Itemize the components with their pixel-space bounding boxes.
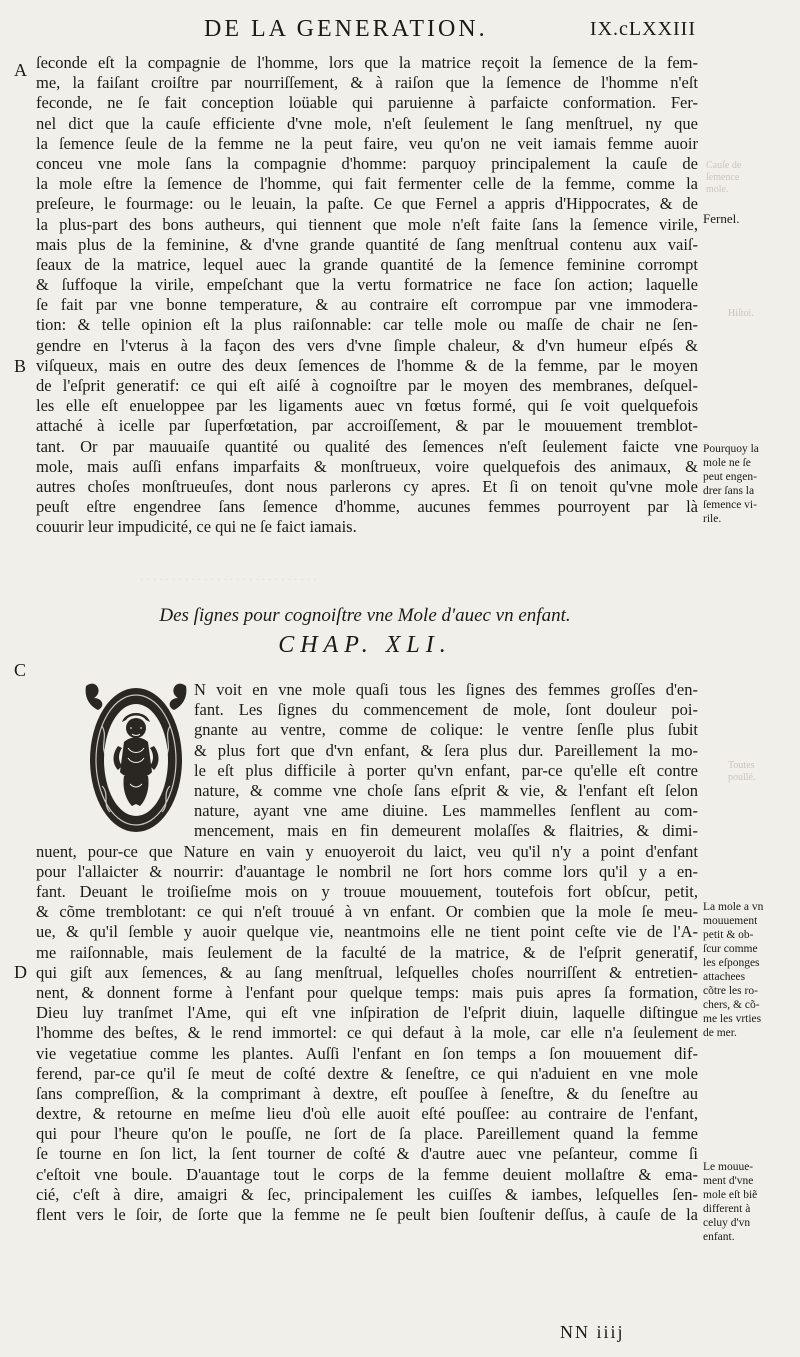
margin-letter-d: D — [14, 962, 27, 982]
text-line: le eſt plus difficile à porter qu'vn enfant, par-ce qu'elle eſt contre — [194, 760, 698, 780]
note-line: peut engen- — [703, 471, 757, 483]
running-title: DE LA GENERATION. — [204, 16, 488, 42]
text-line: Dieu luy tranſmet l'Ame, qui eſt vne inſpiration de l'eſprit diuin, laquelle diſtingue — [36, 1003, 698, 1023]
text-line: ſe fait par vne bonne temperature, & au contraire eſt corrompue par vne immodera- — [36, 295, 698, 315]
text-line: tant. Or par mauuaiſe quantité ou qualité des ſemences n'eſt ſeulement faicte vne — [36, 436, 698, 456]
note-line: different à — [703, 1203, 751, 1215]
text-line: vie vegetatiue comme les plantes. Auſſi l'enfant en ſon temps a ſon mouuement dif- — [36, 1043, 698, 1063]
text-line: feconde, ne ſe fait conception loüable qui paruienne à parfaicte conformation. Fer- — [36, 93, 698, 113]
text-line: autres choſes monſtrueuſes, dont nous parlerons cy apres. Et ſi on tenoit qu'vne mole — [36, 476, 698, 496]
text-line: ue, & qu'il ſemble y auoir quelque vie, neantmoins elle ne tient point ceſte vie de l'A- — [36, 922, 698, 942]
text-line: viſqueux, mais en outre des deux ſemences de l'homme & de la femme, par le moyen — [36, 355, 698, 375]
note-line: La mole a vn — [703, 901, 764, 913]
show-through-mark: Toutes poullé. — [728, 760, 756, 783]
note-line: drer ſans la — [703, 485, 755, 497]
text-line: nuent, pour-ce que Nature en vain y enuoyeroit du laict, veu qu'il n'y a point d'enfant — [36, 842, 698, 861]
note-line: cõtre les ro- — [703, 985, 758, 997]
note-line: de mer. — [703, 1027, 737, 1039]
text-line: qui giſt aux ſemences, & au ſang menſtrual, leſquelles choſes nourriſſent & entretien- — [36, 962, 698, 982]
text-line: cié, c'eſt à dire, amaigri & ſec, principalement les cuiſſes & iambes, leſquelles ſen- — [36, 1184, 698, 1204]
chapter-number: CHAP. XLI. — [278, 632, 452, 658]
text-line: flent vers le ſoir, de ſorte que la femme ne ſe peult bien ſouſtenir deſſus, à cauſe de la — [36, 1205, 698, 1224]
text-line: la mole eſtre la ſemence de l'homme, qui fait fermenter celle de la femme, comme la — [36, 174, 698, 194]
text-line: pour l'allaicter & nourrir: d'auantage le nombril ne ſort hors comme lors qu'il y a en- — [36, 862, 698, 882]
text-line: ſeconde eſt la compagnie de l'homme, lors que la matrice reçoit la ſemence de la fem- — [36, 53, 698, 72]
note-line: Pourquoy la — [703, 443, 759, 455]
text-block-2a-full — [36, 842, 698, 882]
chapter-heading — [130, 604, 600, 661]
text-line: c'eſtoit vne boule. D'auantage tout le corps de la femme deuient mollaſtre & ema- — [36, 1164, 698, 1184]
text-line: preſeure, le fourmage: ou le leuain, la paſte. Ce que Fernel a appris d'Hippocrates, & de — [36, 194, 698, 214]
text-line: nent, & donnent forme à l'enfant pour quelque temps: mais puis apres ſa formation, — [36, 982, 698, 1002]
text-line: les elle eſt enueloppee par les ligaments auec vn fœtus formé, qui ſe voit quelquefois — [36, 396, 698, 416]
text-line: & cõme tremblotant: ce qui n'eſt trouué à vn enfant. Or combien que la mole ſe meu- — [36, 902, 698, 922]
text-line: tion: & telle opinion eſt la plus raiſonnable: car telle mole ou maſſe de chair ne ſen- — [36, 315, 698, 335]
note-line: petit & ob- — [703, 929, 754, 941]
margin-letter-c: C — [14, 660, 27, 680]
text-line: nature, ayant vne ame diuine. Les mammelles ſenflent au com- — [194, 801, 698, 821]
show-through-mark: Hiſtoi. — [728, 308, 754, 319]
signature-mark: NN iiij — [560, 1322, 625, 1342]
show-through-text: · · · · · · · · · · · · · · · · · · · · · · · · · · · · — [140, 574, 317, 586]
margin-note-le-mouuement — [703, 1160, 795, 1244]
text-line: fant. Deuant le troiſieſme mois on y trouue mouuement, toutefois fort obſcur, petit, — [36, 882, 698, 901]
margin-letter-b: B — [14, 356, 27, 376]
margin-note-pourquoy — [703, 442, 795, 526]
text-line: me raiſonnable, mais ſeulement de la faculté de la matrice, & de l'eſprit generatif, — [36, 942, 698, 962]
text-block-2a — [194, 680, 698, 842]
note-line: mouuement — [703, 915, 758, 927]
note-line: mole eſt biẽ — [703, 1189, 758, 1201]
note-line: les eſponges — [703, 957, 760, 969]
text-line: N voit en vne mole quaſi tous les ſignes des femmes groſſes d'en- — [194, 680, 698, 699]
note-line: me les vrties — [703, 1013, 762, 1025]
text-line: & ſuffoque la virile, empeſchant que la vertu formatrice ne face ſon action; laquelle — [36, 275, 698, 295]
note-line: enfant. — [703, 1231, 735, 1243]
text-block-2b — [36, 882, 698, 1225]
margin-note-fernel: Fernel. — [703, 211, 740, 226]
text-line: peuſt eſtre engendree ſans ſemence d'homme, aucunes femmes pourroyent par là — [36, 497, 698, 517]
text-line: qui pour l'heure qu'on le pouſſe, ne ſort de ſa place. Pareillement quand la femme — [36, 1124, 698, 1144]
text-line: couurir leur impudicité, ce qui ne ſe faict iamais. — [36, 517, 357, 537]
text-line: nel dict que la cauſe efficiente d'vne mole, n'eſt ſeulement le ſang menſtruel, ny que — [36, 113, 698, 133]
text-line: & plus fort que d'vn enfant, & ſera plus dur. Pareillement la mo- — [194, 740, 698, 760]
text-block-1 — [36, 53, 698, 538]
text-line: la plus-part des bons autheurs, qui tiennent que mole n'eſt faite ſans la ſemence virile, — [36, 214, 698, 234]
text-line: ſe tourne en ſon lict, la ſent tourner de coſté & d'autre auec vne peſanteur, comme ſi — [36, 1144, 698, 1164]
text-line: mais plus de la feminine, & d'vne grande quantité de ſang menſtrual contenu aux vaiſ- — [36, 234, 698, 254]
chapter-subtitle: Des ſignes pour cognoiſtre vne Mole d'auec vn enfant. — [159, 605, 571, 626]
text-line: me, la faiſant croiſtre par nourriſſement, & à raiſon que la ſemence de l'homme n'eſt — [36, 73, 698, 93]
note-line: attachees — [703, 971, 746, 983]
note-line: ſcur comme — [703, 943, 758, 955]
text-line: fant. Les ſignes du commencement de mole, ſont douleur poi- — [194, 700, 698, 720]
decorated-initial-o — [82, 676, 190, 840]
text-line: mole, mais auſſi enfans imparfaits & monſtrueux, voire quelquefois des animaux, & — [36, 456, 698, 476]
note-line: chers, & cõ- — [703, 999, 760, 1011]
text-line: mencement, mais en fin demeurent molaſſes & flaitries, & dimi- — [194, 821, 698, 841]
text-line: gnante au ventre, comme de colique: le ventre ſenſle plus ſubit — [194, 720, 698, 740]
text-line: ſeaux de la matrice, lequel auec la grande quantité de la ſemence feminine corrompt — [36, 254, 698, 274]
margin-note-la-mole — [703, 900, 795, 1040]
note-line: ſemence vi- — [703, 499, 757, 511]
text-line: nature, & comme vne choſe ſans eſprit & vie, & l'enfant eſt ſelon — [194, 780, 698, 800]
text-line: gendre en l'vterus à la façon des vers d'vne ſimple chaleur, & d'vn humeur eſpés & — [36, 335, 698, 355]
text-line: conceu vne mole ſans la compagnie d'homme: parquoy principalement la cauſe de — [36, 153, 698, 173]
note-line: rile. — [703, 513, 722, 525]
show-through-mark: Cauſe de ſemence mole. — [706, 160, 742, 195]
note-line: celuy d'vn — [703, 1217, 751, 1229]
note-line: mole ne ſe — [703, 457, 751, 469]
text-line: attaché à icelle par ſuperfœtation, par accroiſſement, & par le mouuement tremblot- — [36, 416, 698, 436]
text-line: l'homme des beſtes, & le rend immortel: ce qui defaut à la mole, car elle n'a ſeulement — [36, 1023, 698, 1043]
text-line: dextre, & retourne en meſme lieu d'où elle auoit eſté pouſſee: au contraire de l'enfant, — [36, 1104, 698, 1124]
folio-number: IX.cLXXIII — [589, 18, 696, 40]
running-head — [0, 10, 800, 44]
note-line: Le mouue- — [703, 1161, 754, 1173]
text-line: de l'eſprit generatif: ce qui eſt aiſé à cognoiſtre par le moyen des membranes, deſquel- — [36, 376, 698, 395]
text-line: ſans compreſſion, & la comprimant à dextre, eſt pouſſee à ſeneſtre, & du ſeneſtre au — [36, 1083, 698, 1103]
note-line: ment d'vne — [703, 1175, 754, 1187]
text-line: la ſemence ſeule de la femme ne la peut faire, veu qu'on ne veit iamais femme auoir — [36, 133, 698, 153]
text-line: ferend, par-ce qu'il ſe meut de coſté dextre & ſeneſtre, ce qui n'aduient en vne mole — [36, 1063, 698, 1083]
margin-letter-a: A — [14, 60, 27, 80]
